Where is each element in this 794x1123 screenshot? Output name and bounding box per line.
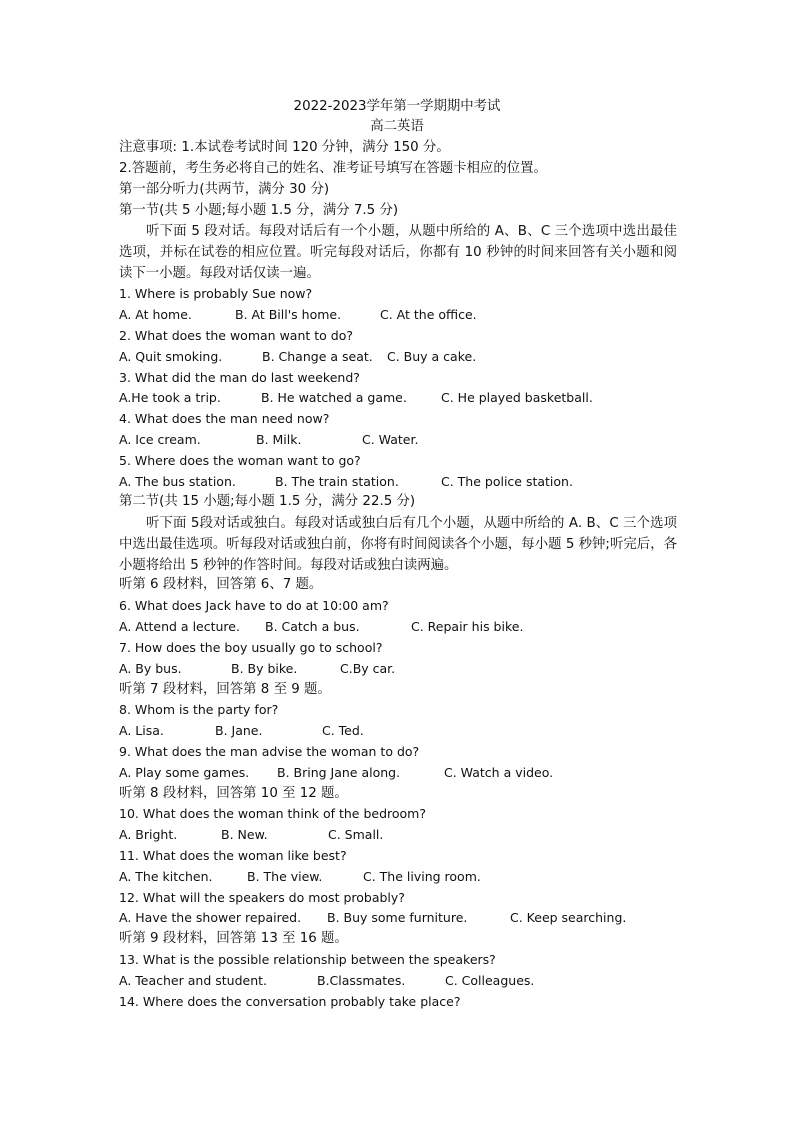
option-a: A.He took a trip. <box>119 390 221 405</box>
question-7: 7. How does the boy usually go to school? <box>119 640 383 655</box>
option-c: C. Small. <box>328 827 384 842</box>
question-2: 2. What does the woman want to do? <box>119 328 353 343</box>
option-a: A. Teacher and student. <box>119 973 267 988</box>
question-14: 14. Where does the conversation probably take place? <box>119 994 461 1009</box>
option-a: A. Have the shower repaired. <box>119 910 302 925</box>
option-b: B. The view. <box>247 869 323 884</box>
question-12: 12. What will the speakers do most probably? <box>119 890 405 905</box>
material-6-header: 听第 6 段材料，回答第 6、7 题。 <box>119 577 323 592</box>
question-13: 13. What is the possible relationship between the speakers? <box>119 952 496 967</box>
section1-heading: 第一节(共 5 小题;每小题 1.5 分，满分 7.5 分) <box>119 203 399 218</box>
option-c: C. At the office. <box>380 307 477 322</box>
part1-heading: 第一部分听力(共两节，满分 30 分) <box>119 182 330 197</box>
option-c: C. He played basketball. <box>441 390 593 405</box>
option-c: C. Buy a cake. <box>387 349 477 364</box>
option-a: A. At home. <box>119 307 192 322</box>
option-b: B. Buy some furniture. <box>327 910 468 925</box>
option-a: A. The bus station. <box>119 474 236 489</box>
question-8: 8. Whom is the party for? <box>119 702 279 717</box>
option-a: A. Bright. <box>119 827 178 842</box>
option-c: C. The living room. <box>363 869 481 884</box>
note-line-2: 2.答题前，考生务必将自己的姓名、准考证号填写在答题卡相应的位置。 <box>119 161 547 176</box>
option-c: C. The police station. <box>441 474 573 489</box>
option-c: C. Water. <box>362 432 419 447</box>
question-11: 11. What does the woman like best? <box>119 848 347 863</box>
exam-subtitle: 高二英语 <box>370 119 424 134</box>
option-a: A. Ice cream. <box>119 432 201 447</box>
option-b: B. He watched a game. <box>261 390 407 405</box>
option-a: A. Attend a lecture. <box>119 619 240 634</box>
section2-instructions: 听下面 5段对话或独白。每段对话或独白后有几个小题，从题中所给的 A. B、C 三个选项中选出最佳选项。听每段对话或独白前，你将有时间阅读各个小题，每小题 5 秒钟;听完后，各小题将给出 5 秒钟的作答时间。每段对话或独白读两遍。 <box>119 516 677 573</box>
option-c: C. Watch a video. <box>444 765 554 780</box>
option-b: B. New. <box>221 827 268 842</box>
material-9-header: 听第 9 段材料，回答第 13 至 16 题。 <box>119 931 348 946</box>
option-a: A. Play some games. <box>119 765 250 780</box>
section2-heading: 第二节(共 15 小题;每小题 1.5 分，满分 22.5 分) <box>119 494 416 509</box>
option-b: B. Jane. <box>215 723 263 738</box>
option-b: B. Milk. <box>256 432 302 447</box>
option-b: B. At Bill's home. <box>235 307 342 322</box>
option-a: A. The kitchen. <box>119 869 213 884</box>
option-c: C. Ted. <box>322 723 364 738</box>
option-b: B. Change a seat. <box>262 349 373 364</box>
option-a: A. Lisa. <box>119 723 164 738</box>
question-10: 10. What does the woman think of the bedroom? <box>119 806 426 821</box>
section1-instructions: 听下面 5 段对话。每段对话后有一个小题，从题中所给的 A、B、C 三个选项中选出最佳选项，并标在试卷的相应位置。听完每段对话后，你都有 10 秒钟的时间来回答有关小题和阅读下一小题。每段对话仅读一遍。 <box>119 224 677 281</box>
option-c: C. Colleagues. <box>445 973 535 988</box>
option-b: B. Catch a bus. <box>265 619 360 634</box>
material-7-header: 听第 7 段材料，回答第 8 至 9 题。 <box>119 682 331 697</box>
option-a: A. By bus. <box>119 661 182 676</box>
option-a: A. Quit smoking. <box>119 349 223 364</box>
option-c: C. Repair his bike. <box>411 619 524 634</box>
option-b: B. Bring Jane along. <box>277 765 401 780</box>
option-b: B. By bike. <box>231 661 298 676</box>
question-4: 4. What does the man need now? <box>119 411 330 426</box>
option-c: C. Keep searching. <box>510 910 627 925</box>
option-c: C.By car. <box>340 661 396 676</box>
option-b: B. The train station. <box>275 474 399 489</box>
question-6: 6. What does Jack have to do at 10:00 am? <box>119 598 389 613</box>
note-line-1: 注意事项: 1.本试卷考试时间 120 分钟，满分 150 分。 <box>119 140 450 155</box>
question-9: 9. What does the man advise the woman to do? <box>119 744 420 759</box>
question-1: 1. Where is probably Sue now? <box>119 286 313 301</box>
question-5: 5. Where does the woman want to go? <box>119 453 361 468</box>
material-8-header: 听第 8 段材料，回答第 10 至 12 题。 <box>119 786 348 801</box>
exam-title: 2022-2023学年第一学期期中考试 <box>293 99 501 114</box>
question-3: 3. What did the man do last weekend? <box>119 370 360 385</box>
option-b: B.Classmates. <box>317 973 406 988</box>
